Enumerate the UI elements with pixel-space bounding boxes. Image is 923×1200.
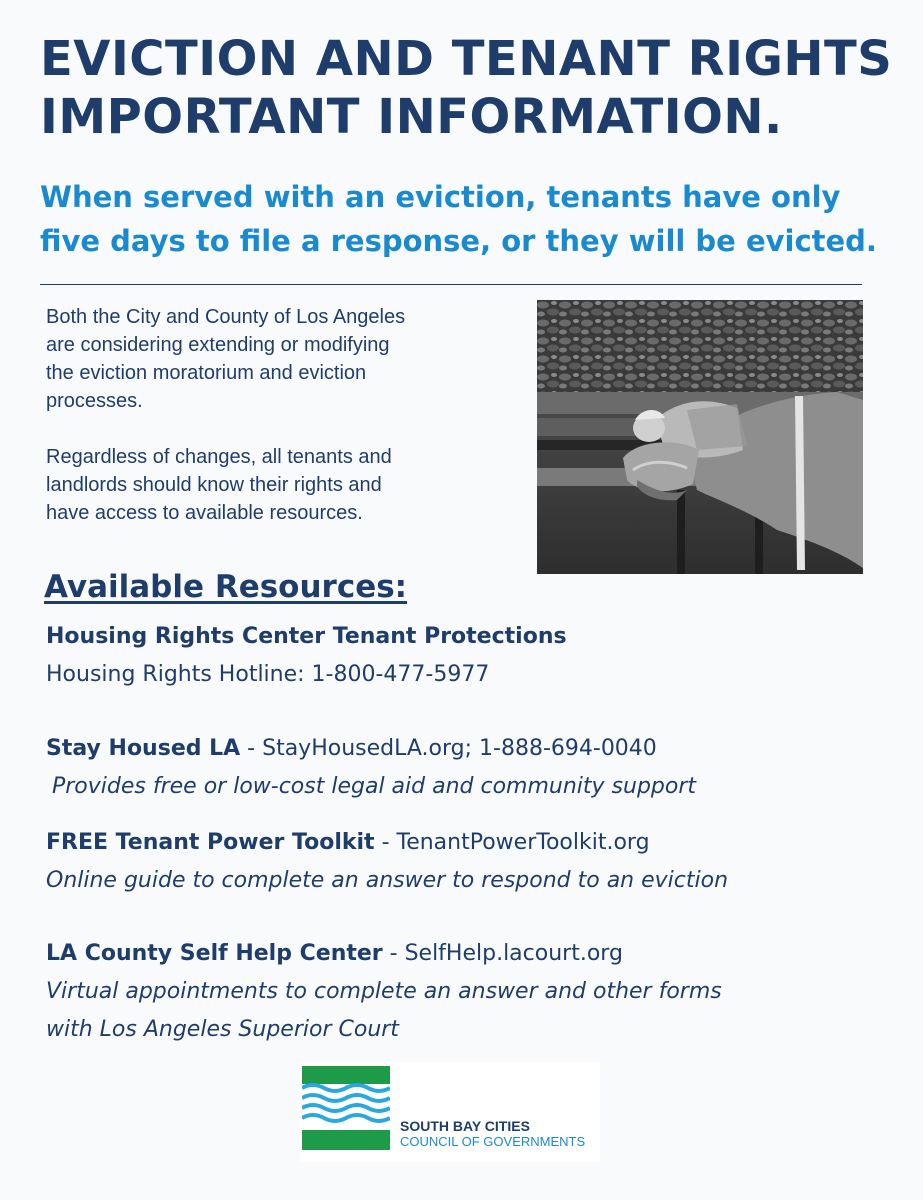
resource-housing-rights-center bbox=[46, 618, 886, 694]
resource-description: Online guide to complete an answer to respond to an eviction bbox=[46, 868, 729, 893]
resource-contact: - TenantPowerToolkit.org bbox=[374, 830, 650, 855]
resource-tenant-power-toolkit bbox=[46, 824, 886, 900]
intro-p2-line: landlords should know their rights and bbox=[46, 474, 382, 496]
intro-p1-line: the eviction moratorium and eviction bbox=[46, 362, 367, 384]
resource-contact: - SelfHelp.lacourt.org bbox=[382, 941, 623, 966]
intro-p2-line: have access to available resources. bbox=[46, 502, 363, 524]
resource-description-line-1: Virtual appointments to complete an answer and other forms bbox=[46, 979, 722, 1004]
resource-name: Housing Rights Center Tenant Protections bbox=[46, 624, 567, 649]
resource-stay-housed-la bbox=[46, 730, 886, 806]
waves-logo-icon bbox=[302, 1066, 390, 1150]
resource-self-help-center bbox=[46, 935, 886, 1049]
intro-p1-line: processes. bbox=[46, 390, 143, 412]
sbccog-logo bbox=[300, 1062, 600, 1162]
headline-line-2: IMPORTANT INFORMATION. bbox=[40, 89, 783, 145]
resource-hotline: Housing Rights Hotline: 1-800-477-5977 bbox=[46, 662, 490, 687]
intro-p2-line: Regardless of changes, all tenants and bbox=[46, 446, 392, 468]
eviction-warning bbox=[40, 175, 900, 263]
intro-paragraph-2 bbox=[46, 443, 516, 527]
warning-line-2: five days to file a response, or they will be evicted. bbox=[40, 224, 877, 258]
resource-description-line-2: with Los Angeles Superior Court bbox=[46, 1017, 399, 1042]
page-headline bbox=[40, 30, 900, 146]
intro-text bbox=[46, 303, 516, 527]
person-sleeping-on-bench-photo bbox=[537, 300, 863, 574]
resource-description: Provides free or low-cost legal aid and community support bbox=[52, 774, 697, 799]
resources-heading: Available Resources: bbox=[44, 569, 408, 605]
org-name-main: SOUTH BAY CITIES bbox=[400, 1118, 530, 1134]
divider bbox=[40, 284, 862, 285]
resource-contact: - StayHousedLA.org; 1-888-694-0040 bbox=[240, 736, 657, 761]
org-name bbox=[400, 1118, 585, 1150]
headline-line-1: EVICTION AND TENANT RIGHTS bbox=[40, 31, 893, 87]
intro-p1-line: are considering extending or modifying bbox=[46, 334, 390, 356]
intro-p1-line: Both the City and County of Los Angeles bbox=[46, 306, 406, 328]
resource-name: FREE Tenant Power Toolkit bbox=[46, 830, 375, 855]
org-name-sub: COUNCIL OF GOVERNMENTS bbox=[400, 1134, 586, 1149]
intro-paragraph-1 bbox=[46, 303, 516, 415]
warning-line-1: When served with an eviction, tenants have only bbox=[40, 180, 841, 214]
resource-name: Stay Housed LA bbox=[46, 736, 241, 761]
resource-name: LA County Self Help Center bbox=[46, 941, 383, 966]
